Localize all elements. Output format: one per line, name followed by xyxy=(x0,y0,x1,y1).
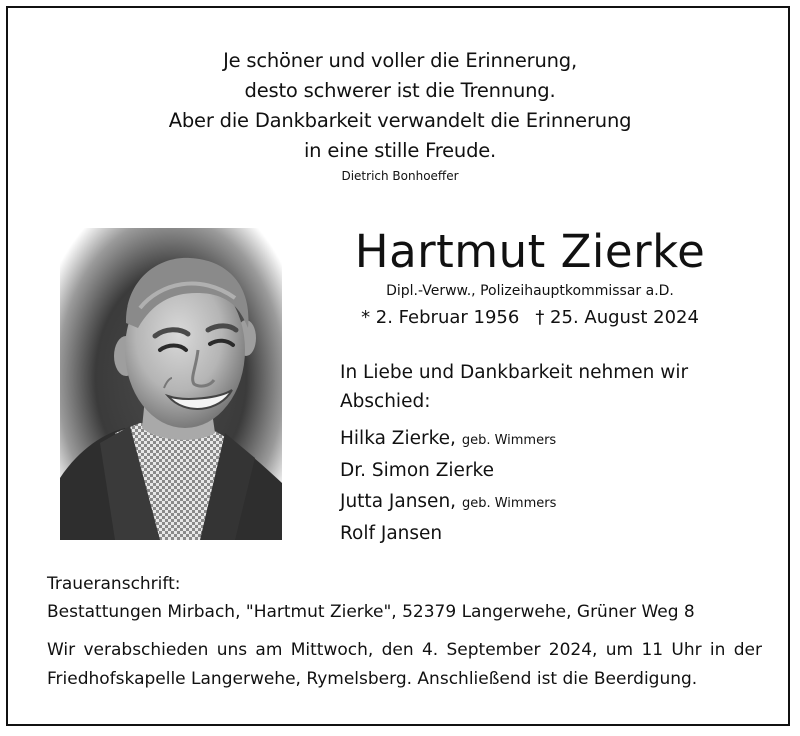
address-text: Bestattungen Mirbach, "Hartmut Zierke", 52379 Langerwehe, Grüner Weg 8 xyxy=(47,602,695,622)
birth-date: * 2. Februar 1956 xyxy=(361,307,520,328)
death-date: † 25. August 2024 xyxy=(535,307,699,328)
mourner-name: Dr. Simon Zierke xyxy=(340,459,494,481)
mourner-name: Rolf Jansen xyxy=(340,522,443,544)
quote-author: Dietrich Bonhoeffer xyxy=(341,169,459,183)
quote-line: Je schöner und voller die Erinnerung, xyxy=(223,49,577,72)
quote-line: desto schwerer ist die Trennung. xyxy=(244,79,556,102)
deceased-title: Dipl.-Verww., Polizeihauptkommissar a.D. xyxy=(386,283,674,299)
mourner-item xyxy=(340,424,740,456)
quote-line: Aber die Dankbarkeit verwandelt die Erinnerung xyxy=(168,109,632,132)
mourner-suffix: geb. Wimmers xyxy=(461,496,557,511)
deceased-name: Hartmut Zierke xyxy=(354,225,706,278)
address-label: Traueranschrift: xyxy=(47,574,181,594)
life-dates xyxy=(330,305,730,331)
mourner-item xyxy=(340,519,740,551)
mourner-name: Hilka Zierke, xyxy=(340,428,456,449)
quote-line: in eine stille Freude. xyxy=(303,139,497,162)
farewell-text: In Liebe und Dankbarkeit nehmen wir Abschied: xyxy=(340,362,689,412)
mourners-list xyxy=(340,424,740,550)
mourner-item xyxy=(340,456,740,488)
mourner-item xyxy=(340,487,740,519)
mourning-address xyxy=(47,570,767,626)
mourner-suffix: geb. Wimmers xyxy=(461,433,557,448)
portrait-illustration xyxy=(60,228,282,540)
mourner-name: Jutta Jansen, xyxy=(340,491,457,512)
portrait-photo xyxy=(60,228,282,540)
service-announcement: Wir verabschieden uns am Mittwoch, den 4. September 2024, um 11 Uhr in der Friedhofskapelle Langerwehe, Rymelsberg. Anschließend ist die Beerdigung. xyxy=(47,640,762,689)
quote-block xyxy=(0,46,800,185)
